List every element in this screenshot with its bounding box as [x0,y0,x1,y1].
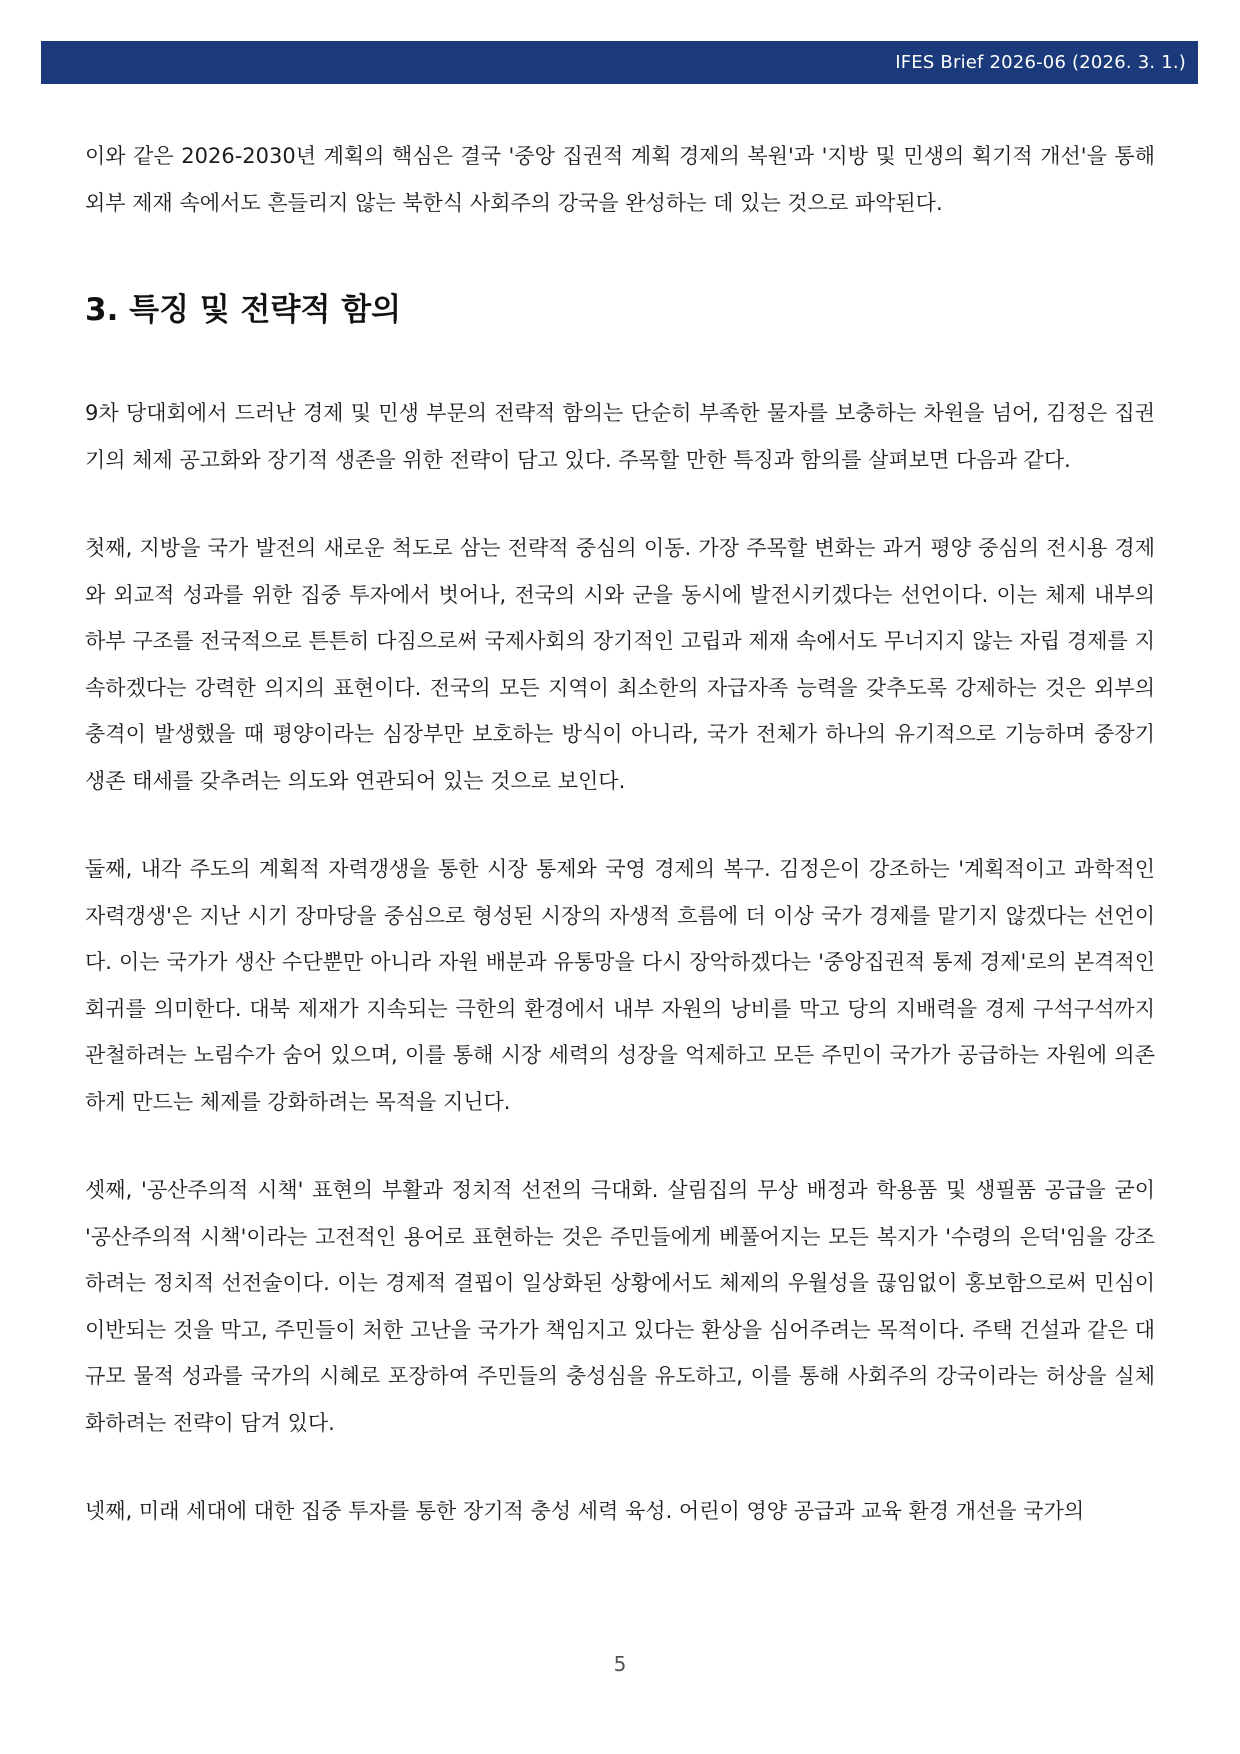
body-paragraph-fourth: 넷째, 미래 세대에 대한 집중 투자를 통한 장기적 충성 세력 육성. 어린이 영양 공급과 교육 환경 개선을 국가의 [85,1499,1085,1523]
intro-paragraph: 이와 같은 2026-2030년 계획의 핵심은 결국 '중앙 집권적 계획 경제의 복원'과 '지방 및 민생의 획기적 개선'을 통해 외부 제재 속에서도 흔들리지 않는 북한식 사회주의 강국을 완성하는 데 있는 것으로 파악된다. [85,144,1155,215]
document-header-bar [41,41,1198,84]
body-paragraph-overview: 9차 당대회에서 드러난 경제 및 민생 부문의 전략적 함의는 단순히 부족한 물자를 보충하는 차원을 넘어, 김정은 집권기의 체제 공고화와 장기적 생존을 위한 전략이 담고 있다. 주목할 만한 특징과 함의를 살펴보면 다음과 같다. [85,401,1155,472]
section-heading: 3. 특징 및 전략적 함의 [85,292,402,328]
page-body [85,133,1155,1593]
body-paragraph-first: 첫째, 지방을 국가 발전의 새로운 척도로 삼는 전략적 중심의 이동. 가장 주목할 변화는 과거 평양 중심의 전시용 경제와 외교적 성과를 위한 집중 투자에서 벗어나, 전국의 시와 군을 동시에 발전시키겠다는 선언이다. 이는 체제 내부의 하부 구조를 전국적으로 튼튼히 다짐으로써 국제사회의 장기적인 고립과 제재 속에서도 무너지지 않는 자립 경제를 지속하겠다는 강력한 의지의 표현이다. 전국의 모든 지역이 최소한의 자급자족 능력을 갖추도록 강제하는 것은 외부의 충격이 발생했을 때 평양이라는 심장부만 보호하는 방식이 아니라, 국가 전체가 하나의 유기적으로 기능하며 중장기 생존 태세를 갖추려는 의도와 연관되어 있는 것으로 보인다. [85,536,1155,793]
body-paragraph-third: 셋째, '공산주의적 시책' 표현의 부활과 정치적 선전의 극대화. 살림집의 무상 배정과 학용품 및 생필품 공급을 굳이 '공산주의적 시책'이라는 고전적인 용어로 표현하는 것은 주민들에게 베풀어지는 모든 복지가 '수령의 은덕'임을 강조하려는 정치적 선전술이다. 이는 경제적 결핍이 일상화된 상황에서도 체제의 우월성을 끊임없이 홍보함으로써 민심이 이반되는 것을 막고, 주민들이 처한 고난을 국가가 책임지고 있다는 환상을 심어주려는 목적이다. 주택 건설과 같은 대규모 물적 성과를 국가의 시혜로 포장하여 주민들의 충성심을 유도하고, 이를 통해 사회주의 강국이라는 허상을 실체화하려는 전략이 담겨 있다. [85,1178,1155,1435]
body-paragraph-second: 둘째, 내각 주도의 계획적 자력갱생을 통한 시장 통제와 국영 경제의 복구. 김정은이 강조하는 '계획적이고 과학적인 자력갱생'은 지난 시기 장마당을 중심으로 형성된 시장의 자생적 흐름에 더 이상 국가 경제를 맡기지 않겠다는 선언이다. 이는 국가가 생산 수단뿐만 아니라 자원 배분과 유통망을 다시 장악하겠다는 '중앙집권적 통제 경제'로의 본격적인 회귀를 의미한다. 대북 제재가 지속되는 극한의 환경에서 내부 자원의 낭비를 막고 당의 지배력을 경제 구석구석까지 관철하려는 노림수가 숨어 있으며, 이를 통해 시장 세력의 성장을 억제하고 모든 주민이 국가가 공급하는 자원에 의존하게 만드는 체제를 강화하려는 목적을 지닌다. [85,857,1155,1114]
page-number: 5 [613,1652,627,1676]
brief-issue-title: IFES Brief 2026-06 (2026. 3. 1.) [895,52,1186,73]
